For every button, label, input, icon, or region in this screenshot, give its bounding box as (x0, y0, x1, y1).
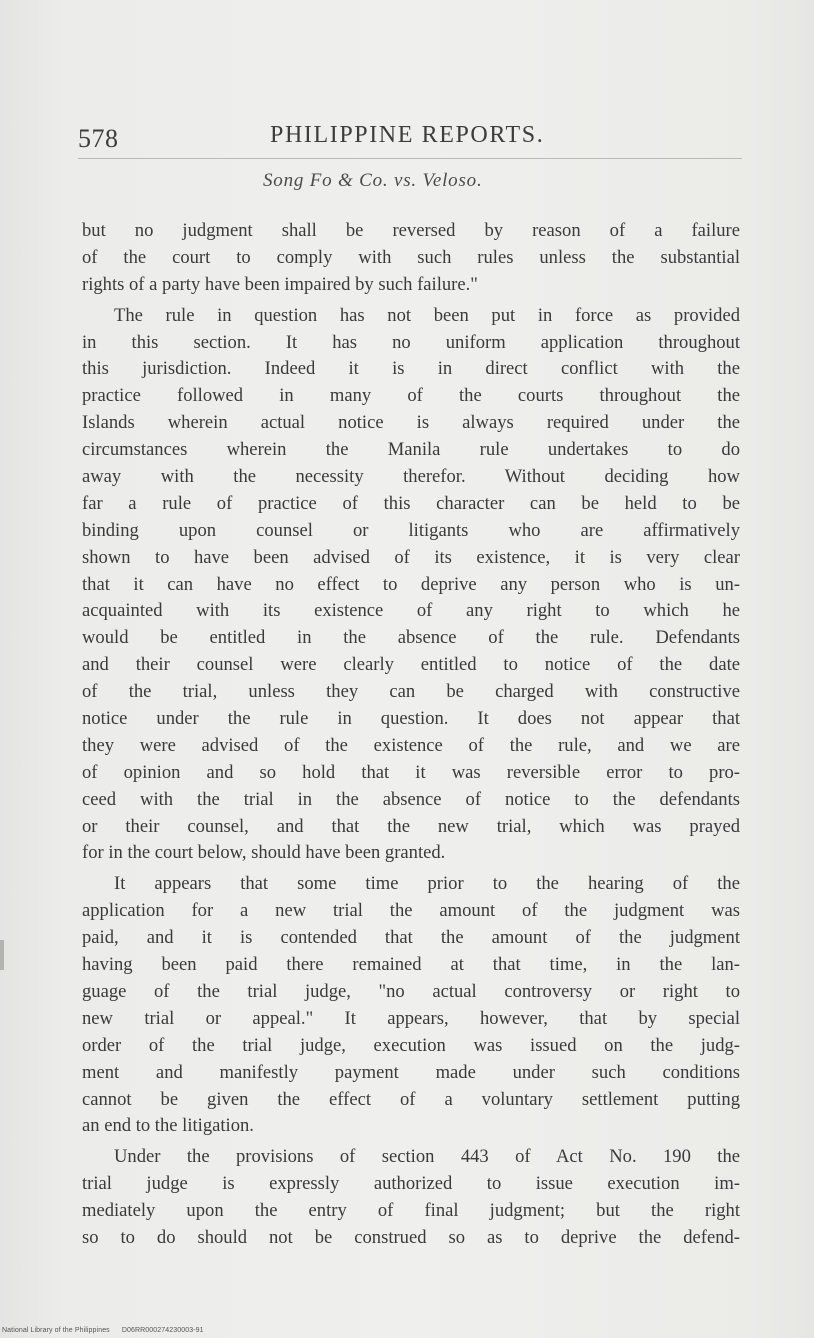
text-line: circumstances wherein the Manila rule undertakes to do (82, 439, 740, 461)
text-line: The rule in question has not been put in force as provided (114, 304, 740, 326)
paragraph (82, 218, 740, 299)
running-title: PHILIPPINE REPORTS. (270, 122, 545, 148)
text-line: away with the necessity therefor. Without deciding how (82, 466, 740, 488)
scan-footer (2, 1327, 214, 1334)
text-line: of the trial, unless they can be charged with constructive (82, 681, 740, 703)
text-line: It appears that some time prior to the hearing of the (114, 873, 740, 895)
body-text (82, 218, 740, 1252)
text-line: Islands wherein actual notice is always required under the (82, 412, 740, 434)
text-line: that it can have no effect to deprive any person who is un- (82, 573, 740, 595)
text-line: notice under the rule in question. It does not appear that (82, 708, 740, 730)
paragraph (82, 1144, 740, 1252)
text-line: practice followed in many of the courts throughout the (82, 385, 740, 407)
page-number: 578 (78, 124, 119, 153)
text-line: shown to have been advised of its existence, it is very clear (82, 546, 740, 568)
text-line: Under the provisions of section 443 of Act No. 190 the (114, 1146, 740, 1168)
text-line: binding upon counsel or litigants who are affirmatively (82, 519, 740, 541)
scan-edge-mark (0, 940, 4, 970)
text-line: for in the court below, should have been granted. (82, 842, 446, 864)
text-line: or their counsel, and that the new trial, which was prayed (82, 815, 740, 837)
text-line: so to do should not be construed so as to deprive the defend- (82, 1226, 740, 1248)
page-header (78, 118, 740, 158)
text-line: but no judgment shall be reversed by reason of a failure (82, 220, 740, 241)
text-line: new trial or appeal." It appears, however, that by special (82, 1007, 740, 1029)
text-line: mediately upon the entry of final judgment; but the right (82, 1200, 740, 1222)
footer-identifier: D06RR000274230003-91 (121, 1327, 204, 1334)
text-line: application for a new trial the amount of the judgment was (82, 900, 740, 922)
text-line: of opinion and so hold that it was reversible error to pro- (82, 761, 740, 783)
text-line: they were advised of the existence of the rule, and we are (82, 734, 740, 756)
text-line: acquainted with its existence of any right to which he (82, 600, 740, 622)
text-line: this jurisdiction. Indeed it is in direct conflict with the (82, 358, 740, 380)
text-line: trial judge is expressly authorized to issue execution im- (82, 1173, 740, 1195)
text-line: guage of the trial judge, "no actual controversy or right to (82, 980, 740, 1002)
header-rule (78, 158, 742, 159)
text-line: far a rule of practice of this character can be held to be (82, 492, 740, 514)
text-line: of the court to comply with such rules unless the substantial (82, 246, 740, 268)
text-line: cannot be given the effect of a voluntary settlement putting (82, 1088, 740, 1110)
text-line: in this section. It has no uniform application throughout (82, 331, 740, 353)
text-line: rights of a party have been impaired by such failure." (82, 273, 478, 295)
text-line: would be entitled in the absence of the rule. Defendants (82, 627, 740, 649)
paragraph (82, 871, 740, 1140)
text-line: ment and manifestly payment made under such conditions (82, 1061, 740, 1083)
text-line: an end to the litigation. (82, 1115, 254, 1137)
text-line: paid, and it is contended that the amount of the judgment (82, 927, 740, 949)
text-line: and their counsel were clearly entitled to notice of the date (82, 654, 740, 676)
text-line: having been paid there remained at that time, in the lan- (82, 954, 740, 976)
paragraph (82, 303, 740, 868)
text-line: ceed with the trial in the absence of notice to the defendants (82, 788, 740, 810)
case-caption: Song Fo & Co. vs. Veloso. (263, 170, 483, 191)
footer-source: National Library of the Philippines (2, 1327, 110, 1334)
text-line: order of the trial judge, execution was issued on the judg- (82, 1034, 740, 1056)
